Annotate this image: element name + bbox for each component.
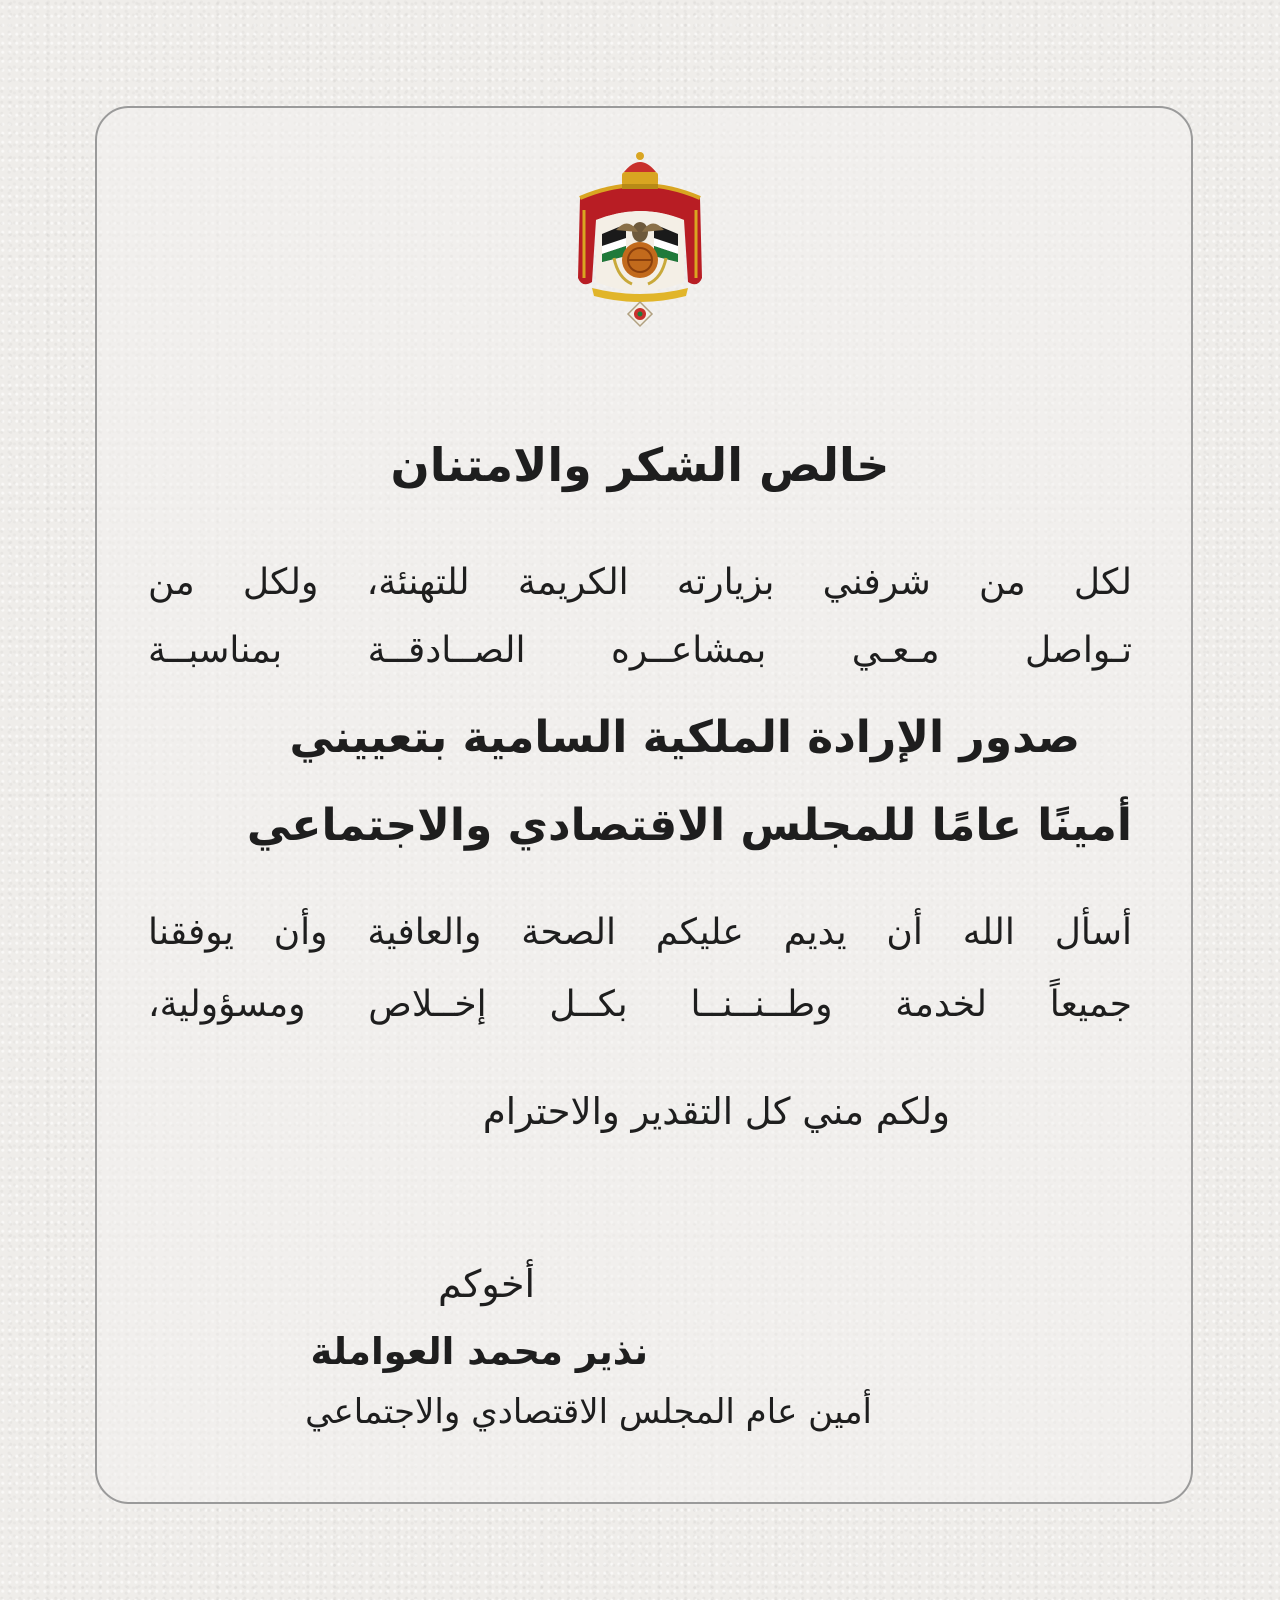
appointment-highlight-line-1: صدور الإرادة الملكية السامية بتعييني [289, 712, 1080, 763]
thanks-paragraph-line-1: لكل من شرفني بزيارته الكريمة للتهنئة، ولكل من [148, 562, 1132, 603]
signature-name: نذير محمد العواملة [310, 1330, 648, 1373]
appointment-highlight-line-2: أمينًا عامًا للمجلس الاقتصادي والاجتماعي [246, 800, 1132, 851]
page-title: خالص الشكر والامتنان [390, 438, 890, 492]
prayer-paragraph-line-1: أسأل الله أن يديم عليكم الصحة والعافية وأن يوفقنا [148, 912, 1132, 953]
signature-salutation: أخوكم [437, 1262, 535, 1306]
jordan-coat-of-arms-icon [566, 150, 714, 340]
closing-line: ولكم مني كل التقدير والاحترام [482, 1090, 950, 1133]
signature-position: أمين عام المجلس الاقتصادي والاجتماعي [305, 1392, 872, 1432]
thanks-paragraph-line-2: تـواصل مـعـي بمشاعــره الصــادقــة بمناسبــة [148, 630, 1132, 671]
prayer-paragraph-line-2: جميعاً لخدمة وطــنــنــا بكــل إخــلاص ومسؤولية، [148, 984, 1132, 1025]
